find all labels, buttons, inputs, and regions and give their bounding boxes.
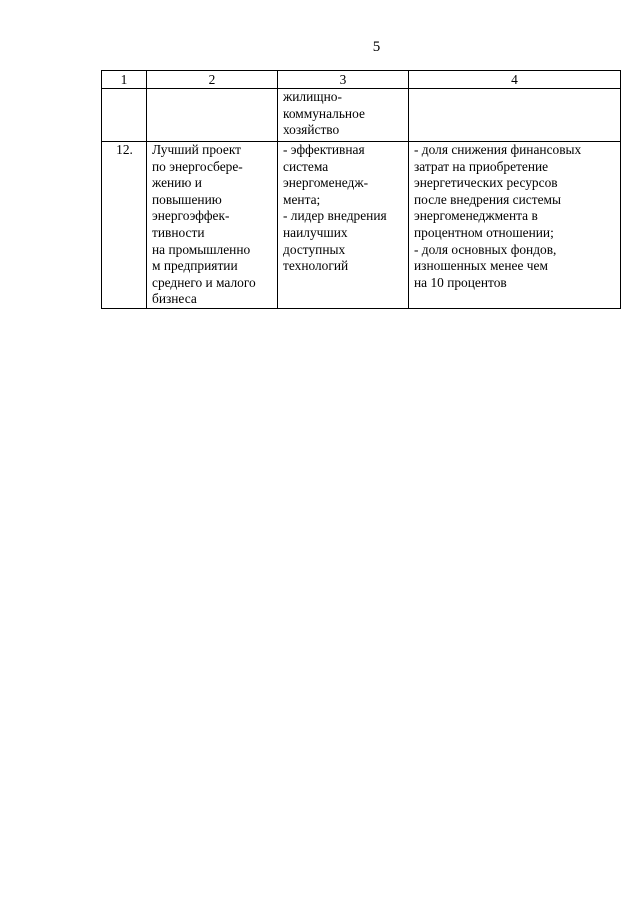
table-cell-continuation-4 — [409, 89, 621, 142]
header-cell-2: 2 — [147, 71, 278, 89]
nominations-table — [101, 70, 621, 309]
indicators-cell: - доля снижения финансовых затрат на приобретение энергетических ресурсов после внедрения системы энергоменеджмента в процентном отношении; - доля основных фондов, изношенных менее чем на 10 процентов — [409, 142, 621, 309]
table-row-continuation — [102, 89, 621, 142]
nomination-cell: Лучший проект по энергосбере- жению и повышению энергоэффек- тивности на промышленно м предприятии среднего и малого бизнеса — [147, 142, 278, 309]
row-number: 12. — [102, 142, 147, 309]
header-cell-1: 1 — [102, 71, 147, 89]
header-cell-3: 3 — [278, 71, 409, 89]
table-header-row — [102, 71, 621, 89]
table-cell-continuation-2 — [147, 89, 278, 142]
table-row-12 — [102, 142, 621, 309]
table-cell-continuation-1 — [102, 89, 147, 142]
criteria-cell: - эффективная система энергоменедж- мента; - лидер внедрения наилучших доступных технологий — [278, 142, 409, 309]
table-cell-continuation-3: жилищно- коммунальное хозяйство — [278, 89, 409, 142]
page-number: 5 — [372, 39, 381, 55]
header-cell-4: 4 — [409, 71, 621, 89]
